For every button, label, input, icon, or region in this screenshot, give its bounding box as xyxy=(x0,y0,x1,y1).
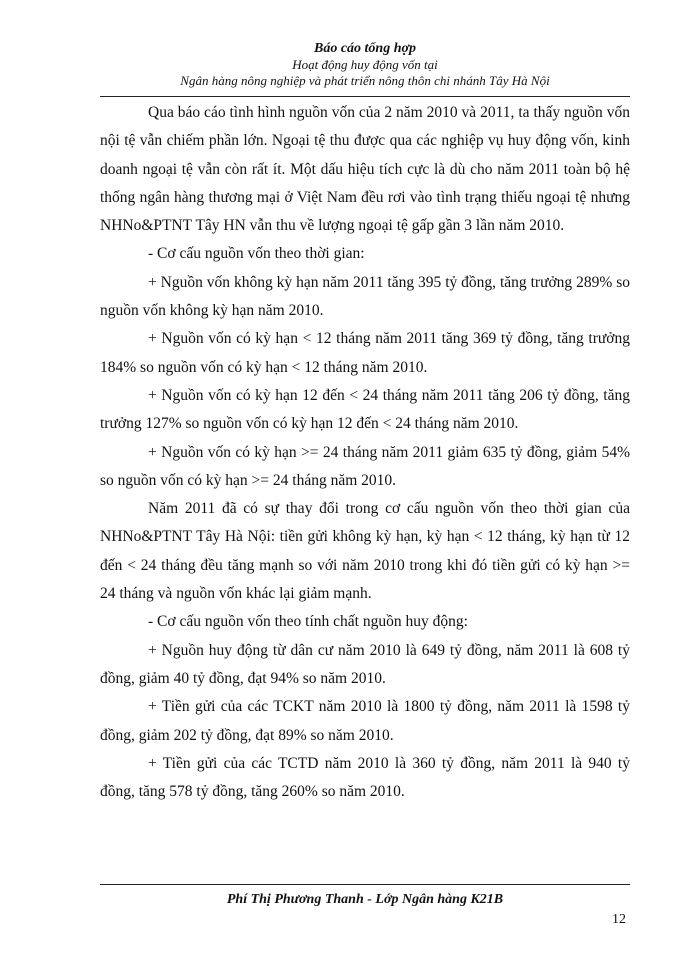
report-title: Báo cáo tổng hợp xyxy=(313,41,417,56)
header-divider xyxy=(100,96,630,97)
paragraph: + Nguồn vốn không kỳ hạn năm 2011 tăng 395 tỷ đồng, tăng trưởng 289% so nguồn vốn không kỳ hạn năm 2010. xyxy=(100,273,630,320)
paragraph: Năm 2011 đã có sự thay đổi trong cơ cấu nguồn vốn theo thời gian của NHNo&PTNT Tây Hà Nội: tiền gửi không kỳ hạn, kỳ hạn < 12 tháng, kỳ hạn từ 12 đến < 24 tháng đều tăng mạnh so với năm 2010 trong khi đó tiền gửi có kỳ hạn >= 24 tháng và nguồn vốn khác lại giảm mạnh. xyxy=(100,500,630,603)
paragraph: + Nguồn vốn có kỳ hạn < 12 tháng năm 2011 tăng 369 tỷ đồng, tăng trưởng 184% so nguồn vốn có kỳ hạn < 12 tháng năm 2010. xyxy=(100,330,630,376)
paragraph: - Cơ cấu nguồn vốn theo tính chất nguồn huy động: xyxy=(148,613,468,631)
paragraph: Qua báo cáo tình hình nguồn vốn của 2 năm 2010 và 2011, ta thấy nguồn vốn nội tệ vẫn chiếm phần lớn. Ngoại tệ thu được qua các nghiệp vụ huy động vốn, kinh doanh ngoại tệ vẫn còn rất ít. Một dấu hiệu tích cực là dù cho năm 2011 toàn bộ hệ thống ngân hàng thương mại ở Việt Nam đều rơi vào tình trạng thiếu ngoại tệ nhưng NHNo&PTNT Tây HN vẫn thu về lượng ngoại tệ gấp gần 3 lần năm 2010. xyxy=(100,104,630,235)
page-number: 12 xyxy=(612,912,626,927)
paragraph: + Nguồn huy động từ dân cư năm 2010 là 649 tỷ đồng, năm 2011 là 608 tỷ đồng, giảm 40 tỷ đồng, đạt 94% so năm 2010. xyxy=(100,641,630,687)
paragraph: - Cơ cấu nguồn vốn theo thời gian: xyxy=(148,245,365,263)
paragraph: + Tiền gửi của các TCTD năm 2010 là 360 tỷ đồng, năm 2011 là 940 tỷ đồng, tăng 578 tỷ đồng, tăng 260% so năm 2010. xyxy=(100,754,630,801)
report-subtitle: Hoạt động huy động vốn tại xyxy=(292,57,438,72)
paragraph: + Nguồn vốn có kỳ hạn 12 đến < 24 tháng năm 2011 tăng 206 tỷ đồng, tăng trưởng 127% so nguồn vốn có kỳ hạn 12 đến < 24 tháng năm 2010. xyxy=(100,386,630,433)
footer-divider xyxy=(100,884,630,885)
paragraph: + Nguồn vốn có kỳ hạn >= 24 tháng năm 2011 giảm 635 tỷ đồng, giảm 54% so nguồn vốn có kỳ hạn >= 24 tháng năm 2010. xyxy=(100,443,630,489)
document-body xyxy=(100,99,630,806)
page-header xyxy=(100,40,630,89)
paragraph: + Tiền gửi của các TCKT năm 2010 là 1800 tỷ đồng, năm 2011 là 1598 tỷ đồng, giảm 202 tỷ đồng, đạt 89% so năm 2010. xyxy=(100,698,630,744)
footer-author: Phí Thị Phương Thanh - Lớp Ngân hàng K21B xyxy=(226,892,504,907)
report-organization: Ngân hàng nông nghiệp và phát triển nông thôn chi nhánh Tây Hà Nội xyxy=(180,73,550,88)
